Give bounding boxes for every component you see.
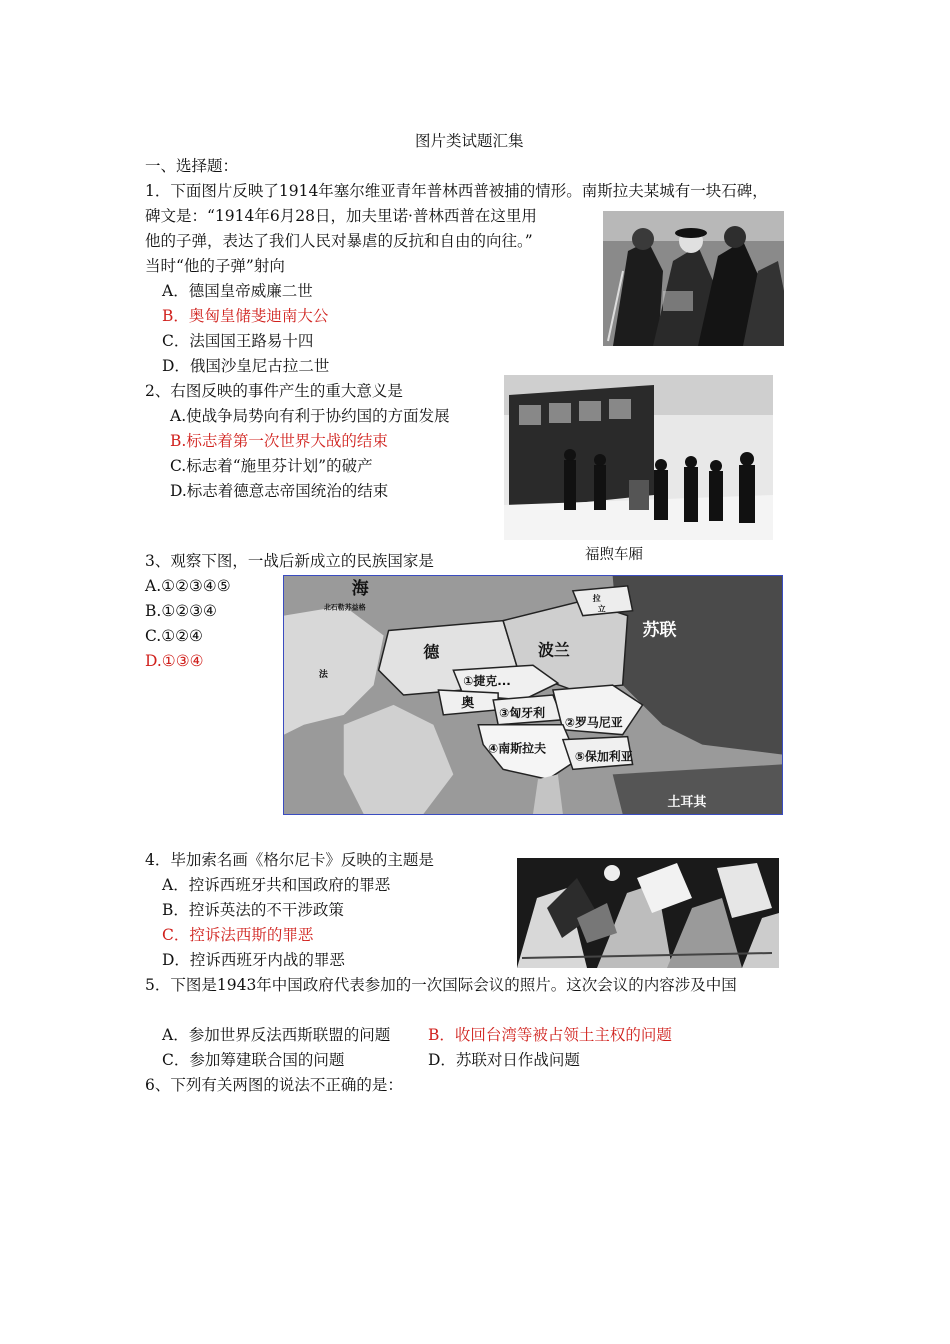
q3-option-b: B.①②③④ (145, 602, 217, 620)
q1-option-d: D．俄国沙皇尼古拉二世 (162, 357, 330, 375)
q4-option-b: B．控诉英法的不干涉政策 (162, 901, 344, 919)
railway-carriage-photo (504, 375, 773, 540)
map-label-yugoslavia: ④南斯拉夫 (488, 741, 547, 756)
q1-stem-line1: 1．下面图片反映了1914年塞尔维亚青年普林西普被捕的情形。南斯拉夫某城有一块石碑， (145, 182, 768, 200)
q1-stem-line2: 碑文是：“1914年6月28日，加夫里诺·普林西普在这里用 (145, 207, 537, 225)
map-label-poland: 波兰 (537, 640, 570, 660)
q2-option-c: C.标志着“施里芬计划”的破产 (170, 457, 373, 475)
q3-option-c: C.①②④ (145, 627, 203, 645)
map-label-lat: 拉 (592, 593, 601, 603)
q5-option-b-answer: B．收回台湾等被占领土主权的问题 (428, 1026, 672, 1044)
q3-option-d-answer: D.①③④ (145, 652, 204, 670)
q2-option-d: D.标志着德意志帝国统治的结束 (170, 482, 389, 500)
map-label-soviet: 苏联 (642, 619, 677, 640)
q6-stem: 6、下列有关两图的说法不正确的是： (145, 1076, 403, 1094)
map-label-romania: ②罗马尼亚 (564, 715, 623, 730)
q1-option-a: A．德国皇帝威廉二世 (162, 282, 313, 300)
q1-option-c: C．法国国王路易十四 (162, 332, 314, 350)
map-label-germany: 德 (423, 642, 440, 662)
q4-option-a: A．控诉西班牙共和国政府的罪恶 (162, 876, 391, 894)
section-heading: 一、选择题： (145, 157, 239, 175)
q4-option-c-answer: C．控诉法西斯的罪恶 (162, 926, 314, 944)
q2-option-b-answer: B.标志着第一次世界大战的结束 (170, 432, 388, 450)
q5-option-c: C．参加筹建联合国的问题 (162, 1051, 345, 1069)
q5-stem: 5．下图是1943年中国政府代表参加的一次国际会议的照片。这次会议的内容涉及中国 (145, 976, 737, 994)
map-label-france: 法 (318, 670, 328, 681)
q3-stem: 3、观察下图，一战后新成立的民族国家是 (145, 552, 434, 570)
q5-option-d: D．苏联对日作战问题 (428, 1051, 580, 1069)
map-label-czech: ①捷克... (463, 674, 511, 689)
q2-stem: 2、右图反映的事件产生的重大意义是 (145, 382, 403, 400)
q3-option-a: A.①②③④⑤ (145, 577, 231, 595)
map-label-turkey: 土耳其 (667, 795, 707, 811)
page-title: 图片类试题汇集 (415, 132, 524, 150)
europe-map (283, 575, 783, 815)
map-label-hungary: ③匈牙利 (499, 705, 546, 720)
guernica-painting (517, 858, 779, 968)
map-label-austria: 奥 (461, 695, 475, 711)
q4-stem: 4．毕加索名画《格尔尼卡》反映的主题是 (145, 851, 434, 869)
map-label-li: 立 (597, 604, 606, 614)
q1-stem-line4: 当时“他的子弹”射向 (145, 257, 285, 275)
photo-caption: 福煦车厢 (585, 547, 643, 563)
q2-option-a: A.使战争局势向有利于协约国的方面发展 (170, 407, 450, 425)
q1-stem-line3: 他的子弹，表达了我们人民对暴虐的反抗和自由的向往。” (145, 232, 533, 250)
arrest-photo (603, 211, 784, 346)
map-label-north: 北石勒苏益格 (323, 603, 366, 612)
map-label-bulgaria: ⑤保加利亚 (574, 749, 633, 764)
q4-option-d: D．控诉西班牙内战的罪恶 (162, 951, 345, 969)
q1-option-b-answer: B．奥匈皇储斐迪南大公 (162, 307, 329, 325)
map-label-sea: 海 (351, 577, 369, 598)
q5-option-a: A．参加世界反法西斯联盟的问题 (162, 1026, 391, 1044)
